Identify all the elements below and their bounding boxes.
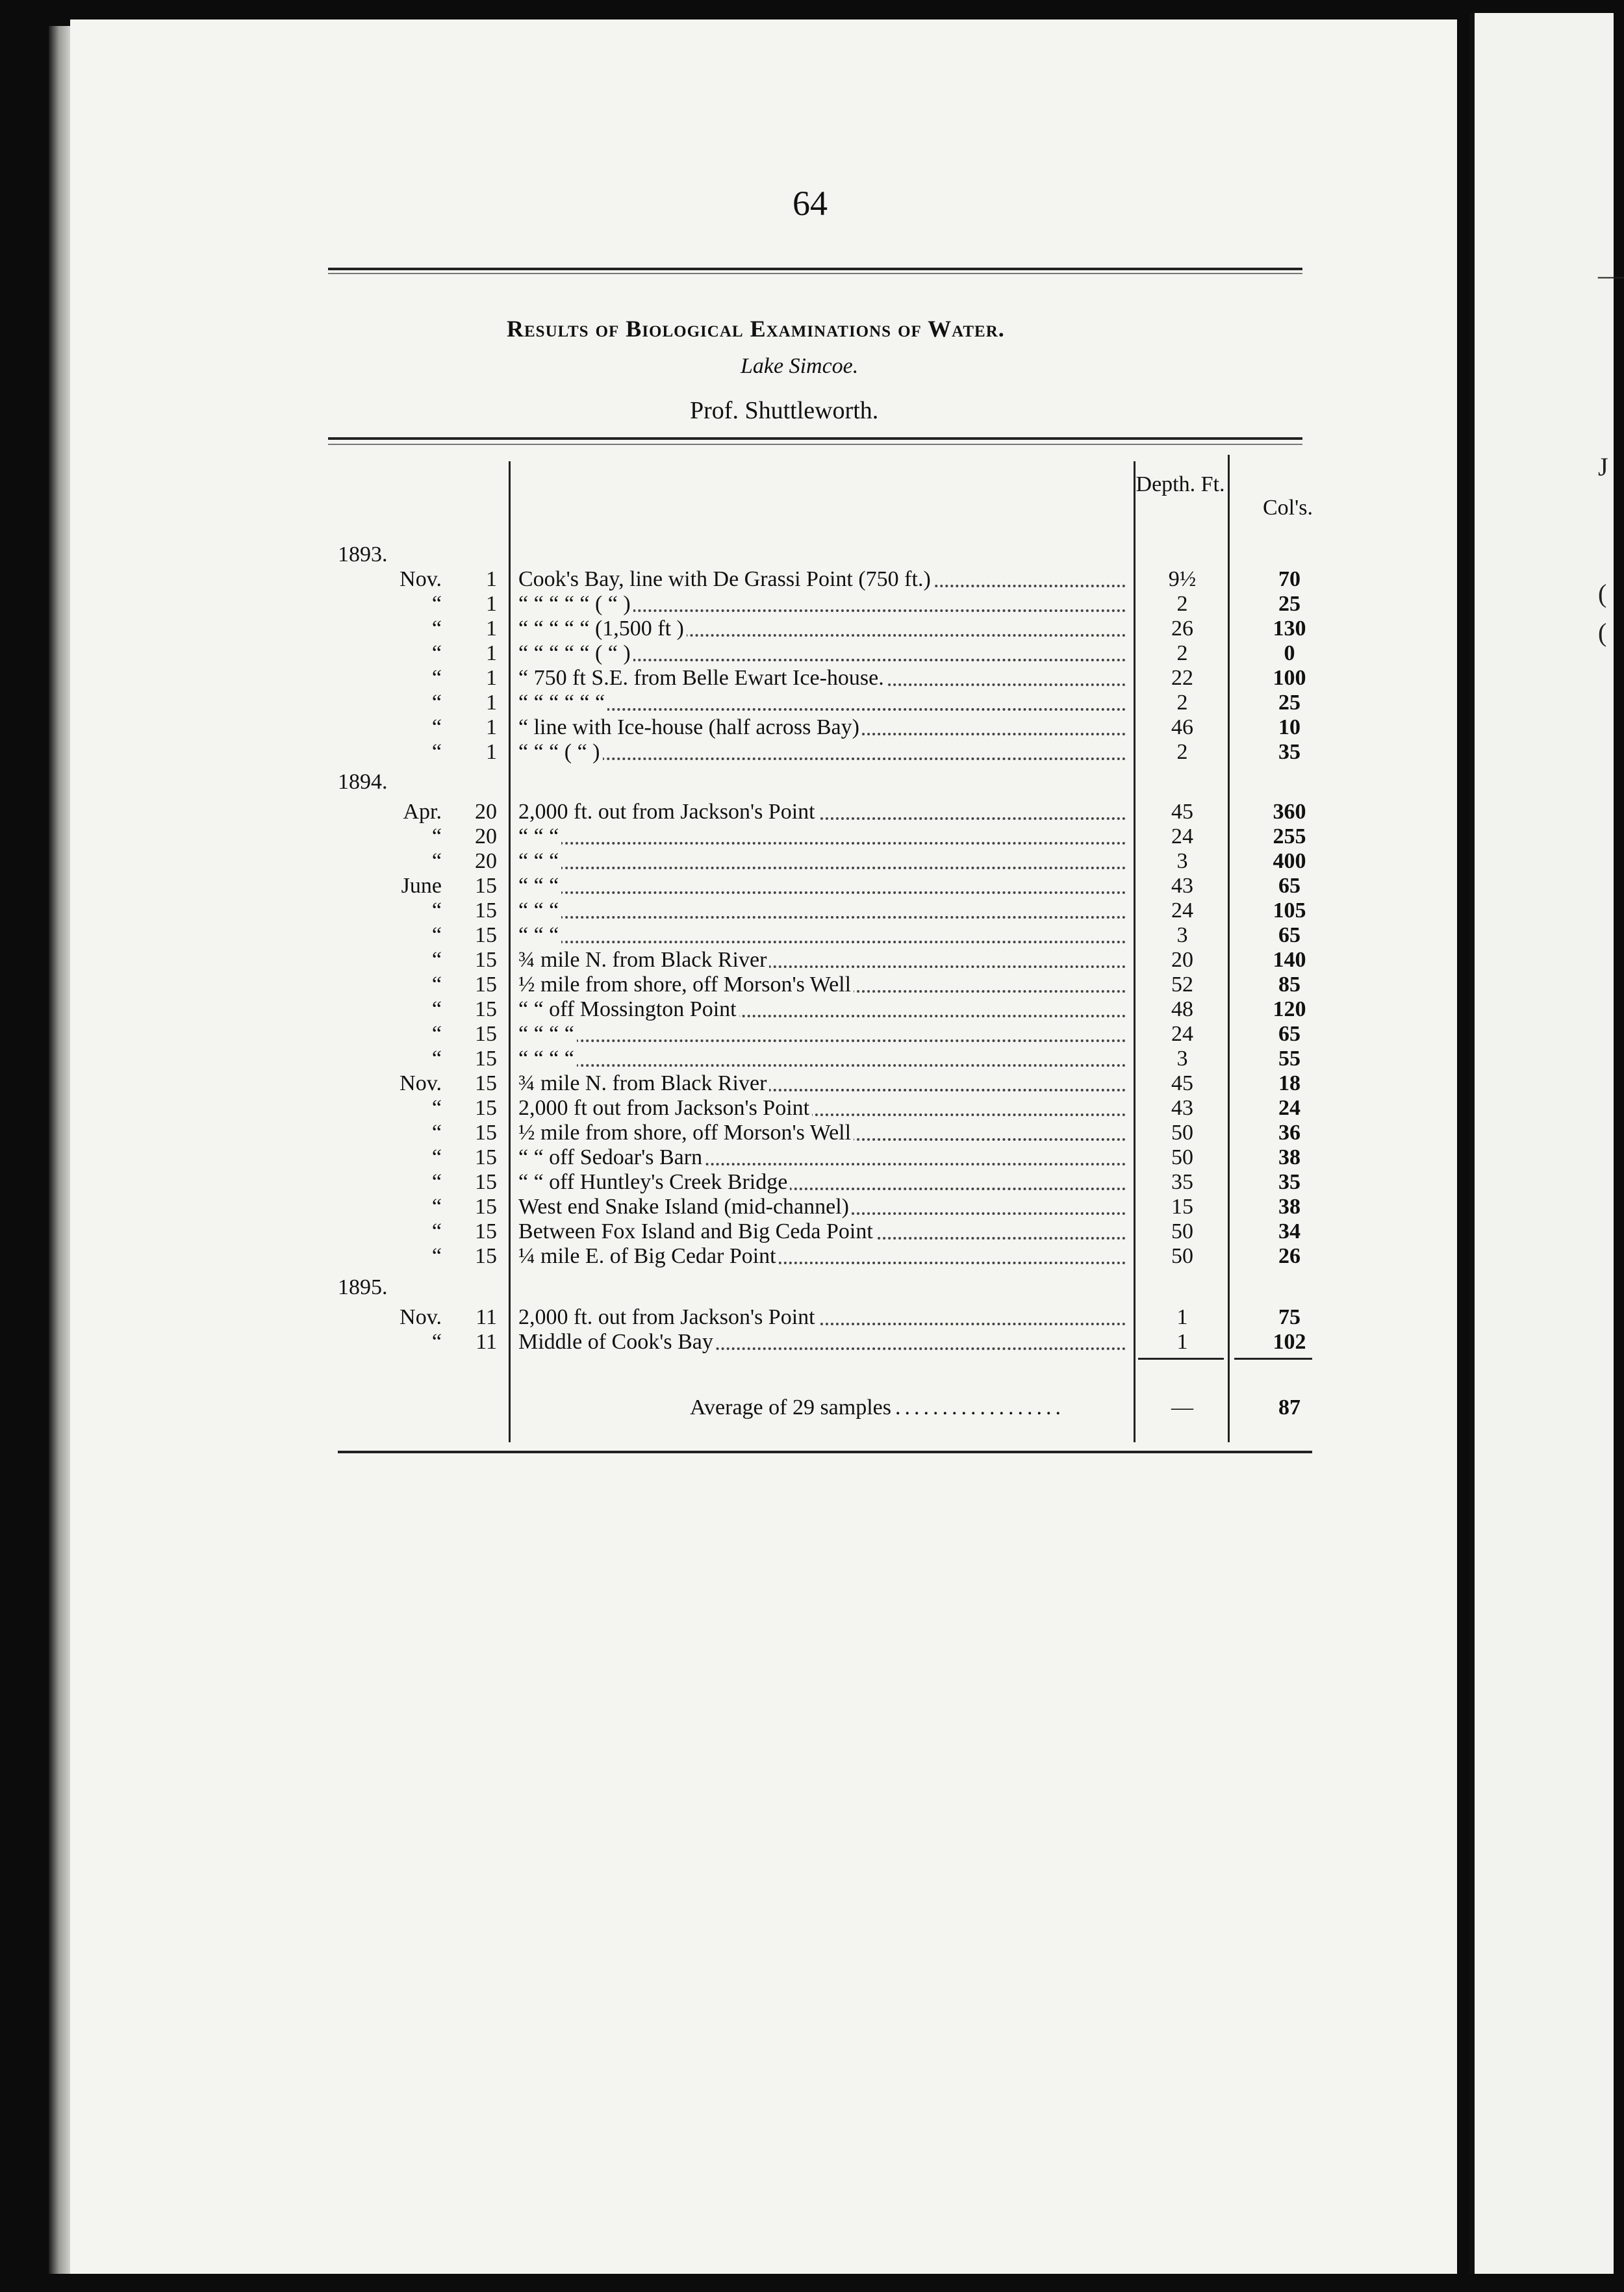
table-location — [518, 1047, 1126, 1071]
table-location — [518, 1071, 1126, 1096]
table-location — [518, 1219, 1126, 1244]
table-depth: 24 — [1171, 824, 1193, 848]
dot-leader — [518, 941, 1126, 943]
table-location — [518, 1121, 1126, 1145]
table-month: “ — [431, 948, 442, 972]
table-depth: 48 — [1171, 997, 1193, 1021]
table-month: “ — [431, 923, 442, 947]
summary-depth: — — [1171, 1395, 1193, 1420]
table-month: “ — [431, 1330, 442, 1354]
table-month: “ — [431, 1170, 442, 1194]
table-location-text: “ “ off Huntley's Creek Bridge — [518, 1170, 790, 1194]
table-day: 15 — [475, 1244, 497, 1268]
table-depth: 3 — [1176, 849, 1188, 873]
table-location-text: Between Fox Island and Big Ceda Point — [518, 1219, 876, 1243]
table-year: 1895. — [338, 1275, 388, 1299]
table-day: 15 — [475, 1121, 497, 1145]
table-location-text: “ “ “ “ “ ( “ ) — [518, 592, 633, 616]
table-location — [518, 800, 1126, 824]
table-year: 1893. — [338, 542, 388, 567]
dot-leader — [518, 916, 1126, 919]
table-location-text: “ “ “ ( “ ) — [518, 740, 603, 764]
table-depth: 50 — [1171, 1244, 1193, 1268]
summary-label: Average of 29 samples .................. — [690, 1395, 1065, 1420]
summary-rule-depth — [1138, 1358, 1224, 1360]
header-depth — [1132, 472, 1229, 497]
table-location-text: “ “ off Mossington Point — [518, 997, 739, 1021]
table-location — [518, 849, 1126, 874]
table-day: 15 — [475, 1047, 497, 1071]
table-cols: 360 — [1273, 800, 1306, 824]
table-cols: 38 — [1278, 1195, 1300, 1219]
table-year: 1894. — [338, 770, 388, 794]
table-location-text: “ “ “ “ “ “ — [518, 691, 607, 715]
table-cols: 65 — [1278, 1022, 1300, 1046]
table-cols: 75 — [1278, 1305, 1300, 1329]
top-rule — [328, 268, 1302, 270]
table-cols: 105 — [1273, 898, 1306, 923]
table-location-text: “ “ “ “ “ (1,500 ft ) — [518, 617, 687, 641]
table-day: 1 — [486, 641, 497, 665]
table-location — [518, 740, 1126, 765]
table-month: “ — [431, 715, 442, 739]
page-number: 64 — [793, 184, 828, 223]
table-day: 11 — [476, 1330, 497, 1354]
dot-leader — [518, 867, 1126, 869]
header-cols — [1231, 496, 1345, 520]
table-day: 15 — [475, 948, 497, 972]
table-month: “ — [431, 1121, 442, 1145]
table-location — [518, 997, 1126, 1022]
table-day: 15 — [475, 1096, 497, 1120]
table-depth: 22 — [1171, 666, 1193, 690]
table-location-text: “ “ “ “ “ ( “ ) — [518, 641, 633, 665]
table-cols: 35 — [1278, 740, 1300, 764]
table-month: “ — [431, 898, 442, 923]
header-cols-label: Col's. — [1263, 496, 1313, 520]
table-location — [518, 1195, 1126, 1219]
table-depth: 1 — [1176, 1330, 1188, 1354]
table-day: 11 — [476, 1305, 497, 1329]
table-day: 15 — [475, 1219, 497, 1243]
table-location-text: “ “ “ — [518, 898, 561, 923]
document-subtitle: Lake Simcoe. — [741, 354, 859, 378]
table-location-text: ½ mile from shore, off Morson's Well — [518, 973, 854, 997]
table-cols: 65 — [1278, 874, 1300, 898]
table-location-text: “ “ off Sedoar's Barn — [518, 1145, 705, 1169]
table-month: “ — [431, 1047, 442, 1071]
table-location — [518, 641, 1126, 666]
table-location-text: ½ mile from shore, off Morson's Well — [518, 1121, 854, 1145]
table-cols: 65 — [1278, 923, 1300, 947]
table-location — [518, 1305, 1126, 1330]
table-month: “ — [431, 1219, 442, 1243]
table-cols: 70 — [1278, 567, 1300, 591]
table-location — [518, 898, 1126, 923]
table-cols: 100 — [1273, 666, 1306, 690]
table-cols: 10 — [1278, 715, 1300, 739]
table-day: 1 — [486, 592, 497, 616]
table-location — [518, 691, 1126, 715]
bottom-rule — [338, 1451, 1312, 1453]
table-location-text: “ 750 ft S.E. from Belle Ewart Ice-house. — [518, 666, 887, 690]
table-day: 20 — [475, 824, 497, 848]
table-cols: 0 — [1284, 641, 1295, 665]
table-location — [518, 1170, 1126, 1195]
table-month: “ — [431, 740, 442, 764]
table-location-text: 2,000 ft. out from Jackson's Point — [518, 1305, 818, 1329]
dot-leader — [518, 758, 1126, 760]
table-depth: 52 — [1171, 973, 1193, 997]
table-cols: 35 — [1278, 1170, 1300, 1194]
table-cols: 38 — [1278, 1145, 1300, 1169]
table-depth: 15 — [1171, 1195, 1193, 1219]
table-location — [518, 666, 1126, 691]
table-location-text: ¼ mile E. of Big Cedar Point — [518, 1244, 779, 1268]
table-depth: 50 — [1171, 1145, 1193, 1169]
table-location-text: “ “ “ “ — [518, 1047, 577, 1071]
table-month: “ — [431, 849, 442, 873]
table-month: “ — [431, 1022, 442, 1046]
table-month: “ — [431, 592, 442, 616]
table-depth: 2 — [1176, 641, 1188, 665]
table-month: “ — [431, 997, 442, 1021]
table-day: 1 — [486, 691, 497, 715]
document-title: Results of Biological Examinations of Water. — [507, 316, 1005, 342]
table-day: 1 — [486, 740, 497, 764]
table-depth: 3 — [1176, 923, 1188, 947]
table-depth: 20 — [1171, 948, 1193, 972]
table-month: “ — [431, 1145, 442, 1169]
table-depth: 24 — [1171, 1022, 1193, 1046]
table-location — [518, 1330, 1126, 1355]
table-depth: 3 — [1176, 1047, 1188, 1071]
table-day: 15 — [475, 1022, 497, 1046]
dot-leader — [518, 708, 1126, 711]
table-day: 15 — [475, 997, 497, 1021]
table-location — [518, 715, 1126, 740]
table-month: “ — [431, 1244, 442, 1268]
table-day: 1 — [486, 715, 497, 739]
table-cols: 130 — [1273, 617, 1306, 641]
column-divider-depth — [1134, 461, 1136, 1442]
table-depth: 50 — [1171, 1121, 1193, 1145]
table-depth: 26 — [1171, 617, 1193, 641]
table-depth: 35 — [1171, 1170, 1193, 1194]
table-location-text: ¾ mile N. from Black River — [518, 948, 769, 972]
table-depth: 50 — [1171, 1219, 1193, 1243]
table-location-text: West end Snake Island (mid-channel) — [518, 1195, 852, 1219]
table-day: 15 — [475, 1145, 497, 1169]
dot-leader — [518, 842, 1126, 845]
dot-leader — [518, 1064, 1126, 1067]
table-cols: 26 — [1278, 1244, 1300, 1268]
dot-leader — [518, 1039, 1126, 1042]
table-cols: 25 — [1278, 592, 1300, 616]
summary-cols: 87 — [1278, 1395, 1300, 1420]
table-depth: 45 — [1171, 1071, 1193, 1095]
table-month: “ — [431, 973, 442, 997]
table-location-text: 2,000 ft out from Jackson's Point — [518, 1096, 812, 1120]
table-month: “ — [431, 1195, 442, 1219]
adjacent-page-edge: — J ( ( — [1469, 13, 1614, 2274]
table-day: 1 — [486, 666, 497, 690]
table-location-text: “ “ “ — [518, 923, 561, 947]
table-depth: 2 — [1176, 691, 1188, 715]
table-location-text: Cook's Bay, line with De Grassi Point (750 ft.) — [518, 567, 933, 591]
table-cols: 120 — [1273, 997, 1306, 1021]
table-day: 15 — [475, 1170, 497, 1194]
header-rule — [328, 437, 1302, 440]
table-location — [518, 1022, 1126, 1047]
table-cols: 102 — [1273, 1330, 1306, 1354]
table-location-text: Middle of Cook's Bay — [518, 1330, 716, 1354]
table-day: 1 — [486, 617, 497, 641]
table-cols: 255 — [1273, 824, 1306, 848]
table-cols: 140 — [1273, 948, 1306, 972]
table-depth: 43 — [1171, 1096, 1193, 1120]
table-cols: 55 — [1278, 1047, 1300, 1071]
table-day: 15 — [475, 1195, 497, 1219]
table-location-text: “ “ “ — [518, 824, 561, 848]
table-day: 15 — [475, 898, 497, 923]
table-location-text: “ “ “ “ — [518, 1022, 577, 1046]
table-cols: 18 — [1278, 1071, 1300, 1095]
table-depth: 9½ — [1168, 567, 1197, 591]
table-location-text: “ “ “ — [518, 849, 561, 873]
header-depth-label: Depth. Ft. — [1136, 472, 1225, 496]
table-day: 15 — [475, 1071, 497, 1095]
table-location — [518, 567, 1126, 592]
summary-rule-cols — [1234, 1358, 1312, 1360]
table-cols: 34 — [1278, 1219, 1300, 1243]
table-depth: 46 — [1171, 715, 1193, 739]
column-divider-cols — [1228, 455, 1230, 1442]
table-day: 15 — [475, 874, 497, 898]
table-depth: 43 — [1171, 874, 1193, 898]
table-month: Nov. — [400, 1071, 442, 1095]
table-location — [518, 1145, 1126, 1170]
table-month: “ — [431, 666, 442, 690]
table-day: 20 — [475, 800, 497, 824]
table-month: June — [401, 874, 442, 898]
dot-leader — [518, 891, 1126, 894]
table-location — [518, 1096, 1126, 1121]
table-month: “ — [431, 1096, 442, 1120]
table-depth: 2 — [1176, 592, 1188, 616]
table-day: 1 — [486, 567, 497, 591]
table-month: “ — [431, 617, 442, 641]
table-location — [518, 923, 1126, 948]
table-cols: 85 — [1278, 973, 1300, 997]
summary-label-text: Average of 29 samples — [690, 1395, 895, 1420]
table-month: “ — [431, 641, 442, 665]
table-cols: 400 — [1273, 849, 1306, 873]
top-rule-thin — [328, 273, 1302, 274]
table-month: “ — [431, 691, 442, 715]
table-depth: 24 — [1171, 898, 1193, 923]
table-day: 15 — [475, 973, 497, 997]
table-location-text: “ line with Ice-house (half across Bay) — [518, 715, 862, 739]
table-month: “ — [431, 824, 442, 848]
table-cols: 36 — [1278, 1121, 1300, 1145]
table-location-text: ¾ mile N. from Black River — [518, 1071, 769, 1095]
table-month: Apr. — [403, 800, 442, 824]
header-rule-thin — [328, 444, 1302, 445]
table-location — [518, 874, 1126, 898]
table-depth: 45 — [1171, 800, 1193, 824]
table-cols: 24 — [1278, 1096, 1300, 1120]
table-day: 20 — [475, 849, 497, 873]
table-location — [518, 592, 1126, 617]
table-location — [518, 824, 1126, 849]
table-depth: 2 — [1176, 740, 1188, 764]
table-location — [518, 1244, 1126, 1269]
table-day: 15 — [475, 923, 497, 947]
table-location — [518, 617, 1126, 641]
table-cols: 25 — [1278, 691, 1300, 715]
table-depth: 1 — [1176, 1305, 1188, 1329]
table-month: Nov. — [400, 1305, 442, 1329]
table-month: Nov. — [400, 567, 442, 591]
column-divider-location — [509, 461, 511, 1442]
table-location — [518, 948, 1126, 973]
table-location-text: 2,000 ft. out from Jackson's Point — [518, 800, 818, 824]
table-location-text: “ “ “ — [518, 874, 561, 898]
author-line: Prof. Shuttleworth. — [690, 397, 879, 424]
table-location — [518, 973, 1126, 997]
